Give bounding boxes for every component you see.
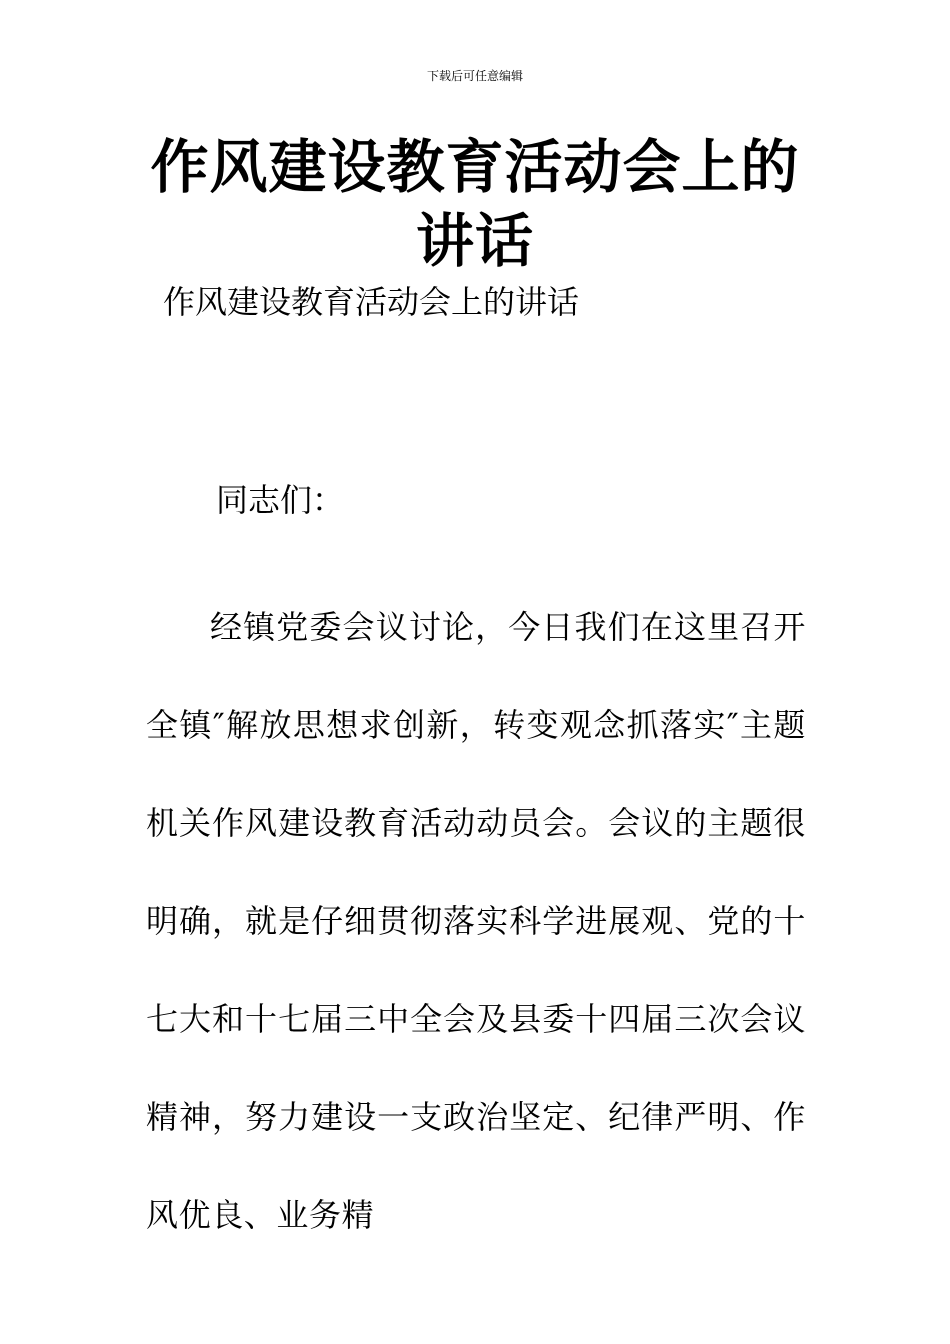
subtitle: 作风建设教育活动会上的讲话 [163, 283, 580, 321]
salutation: 同志们： [216, 481, 345, 519]
body-paragraph: 经镇党委会议讨论，今日我们在这里召开全镇″解放思想求创新，转变观念抓落实″主题机关作风建设教育活动动员会。会议的主题很明确，就是仔细贯彻落实科学进展观、党的十七大和十七届三中全会及县委十四届三次会议精神，努力建设一支政治坚定、纪律严明、作风优良、业务精 [146, 608, 806, 1234]
page-title: 作风建设教育活动会上的讲话 [150, 133, 800, 275]
header-note: 下载后可任意编辑 [426, 69, 523, 83]
